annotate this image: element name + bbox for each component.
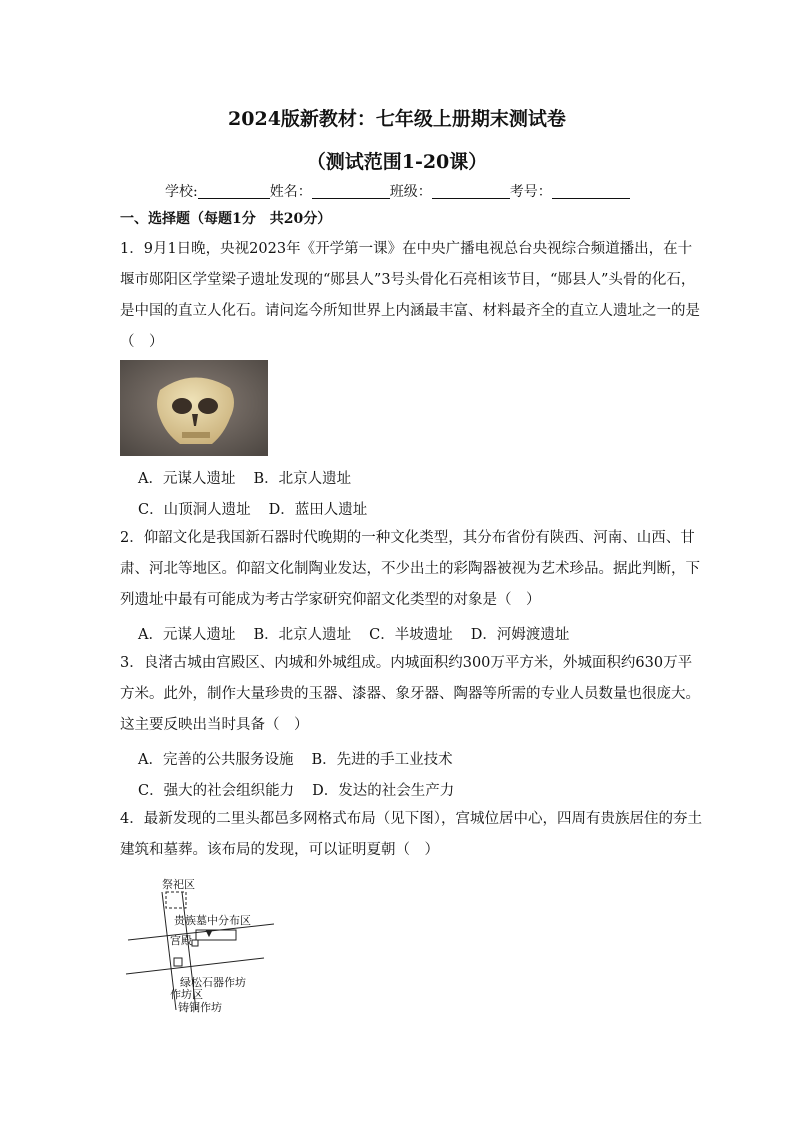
question-3-options-row-1: [138, 748, 471, 769]
map-label-workshop-area: 作坊区: [170, 988, 203, 1001]
question-2-options: [138, 623, 587, 644]
question-1-options-row-1: [138, 467, 369, 488]
option-c[interactable]: C．强大的社会组织能力: [138, 783, 295, 799]
section-heading: 一、选择题（每题1分 共20分）: [120, 211, 332, 227]
exam-no-blank[interactable]: [552, 184, 630, 199]
option-b[interactable]: B．先进的手工业技术: [311, 752, 453, 768]
question-line: （ ）: [120, 334, 164, 350]
map-label-sacrifice-area: 祭祀区: [162, 878, 195, 891]
map-label-palace: 宫殿: [170, 934, 192, 947]
school-blank[interactable]: [198, 184, 270, 199]
question-1: [120, 234, 700, 358]
option-a[interactable]: A．完善的公共服务设施: [138, 752, 294, 768]
option-c[interactable]: C．半坡遗址: [369, 627, 453, 643]
option-d[interactable]: D．蓝田人遗址: [268, 502, 368, 518]
name-label: 姓名：: [269, 184, 312, 200]
school-label: 学校:: [165, 184, 198, 200]
question-line: 是中国的直立人化石。请问迄今所知世界上内涵最丰富、材料最齐全的直立人遗址之一的是: [120, 303, 700, 319]
question-1-options-row-2: [138, 498, 385, 519]
option-d[interactable]: D．发达的社会生产力: [312, 783, 455, 799]
class-label: 班级：: [389, 184, 432, 200]
question-line: 肃、河北等地区。仰韶文化制陶业发达，不少出土的彩陶器被视为艺术珍品。据此判断，下: [120, 561, 700, 577]
option-b[interactable]: B．北京人遗址: [253, 627, 352, 643]
question-line: 方米。此外，制作大量珍贵的玉器、漆器、象牙器、陶器等所需的专业人员数量也很庞大。: [120, 686, 700, 702]
question-line: 建筑和墓葬。该布局的发现，可以证明夏朝（ ）: [120, 842, 439, 858]
question-line: 2．仰韶文化是我国新石器时代晚期的一种文化类型，其分布省份有陕西、河南、山西、甘: [120, 530, 695, 546]
question-3-options-row-2: [138, 779, 472, 800]
map-label-turquoise-workshop: 绿松石器作坊: [180, 976, 246, 989]
question-3: [120, 648, 700, 741]
map-label-noble-tombs: 贵族墓中分布区: [174, 914, 251, 927]
skull-fossil-image: [120, 360, 268, 456]
question-line: 1．9月1日晚，央视2023年《开学第一课》在中央广播电视总台央视综合频道播出，在十: [120, 241, 693, 257]
question-line: 3．良渚古城由宫殿区、内城和外城组成。内城面积约300万平方米，外城面积约630万平: [120, 655, 693, 671]
class-blank[interactable]: [432, 184, 510, 199]
question-line: 4．最新发现的二里头都邑多网格式布局（见下图），宫城位居中心，四周有贵族居住的夯土: [120, 811, 702, 827]
question-line: 堰市郧阳区学堂梁子遗址发现的“郧县人”3号头骨化石亮相该节目，“郧县人”头骨的化石，: [120, 272, 696, 288]
erlitou-layout-map: [124, 874, 274, 1014]
exam-no-label: 考号：: [509, 184, 552, 200]
option-a[interactable]: A．元谋人遗址: [138, 627, 236, 643]
name-blank[interactable]: [312, 184, 390, 199]
exam-subtitle: （测试范围1-20课）: [306, 151, 488, 173]
option-c[interactable]: C．山顶洞人遗址: [138, 502, 251, 518]
student-info-line: [165, 181, 630, 201]
map-label-bronze-workshop: 铸铜作坊: [178, 1001, 222, 1014]
question-2: [120, 523, 700, 616]
question-line: 这主要反映出当时具备（ ）: [120, 717, 309, 733]
question-4: [120, 804, 702, 866]
exam-title: 2024版新教材：七年级上册期末测试卷: [228, 108, 566, 130]
option-d[interactable]: D．河姆渡遗址: [470, 627, 570, 643]
option-b[interactable]: B．北京人遗址: [253, 471, 352, 487]
option-a[interactable]: A．元谋人遗址: [138, 471, 236, 487]
question-line: 列遗址中最有可能成为考古学家研究仰韶文化类型的对象是（ ）: [120, 592, 541, 608]
